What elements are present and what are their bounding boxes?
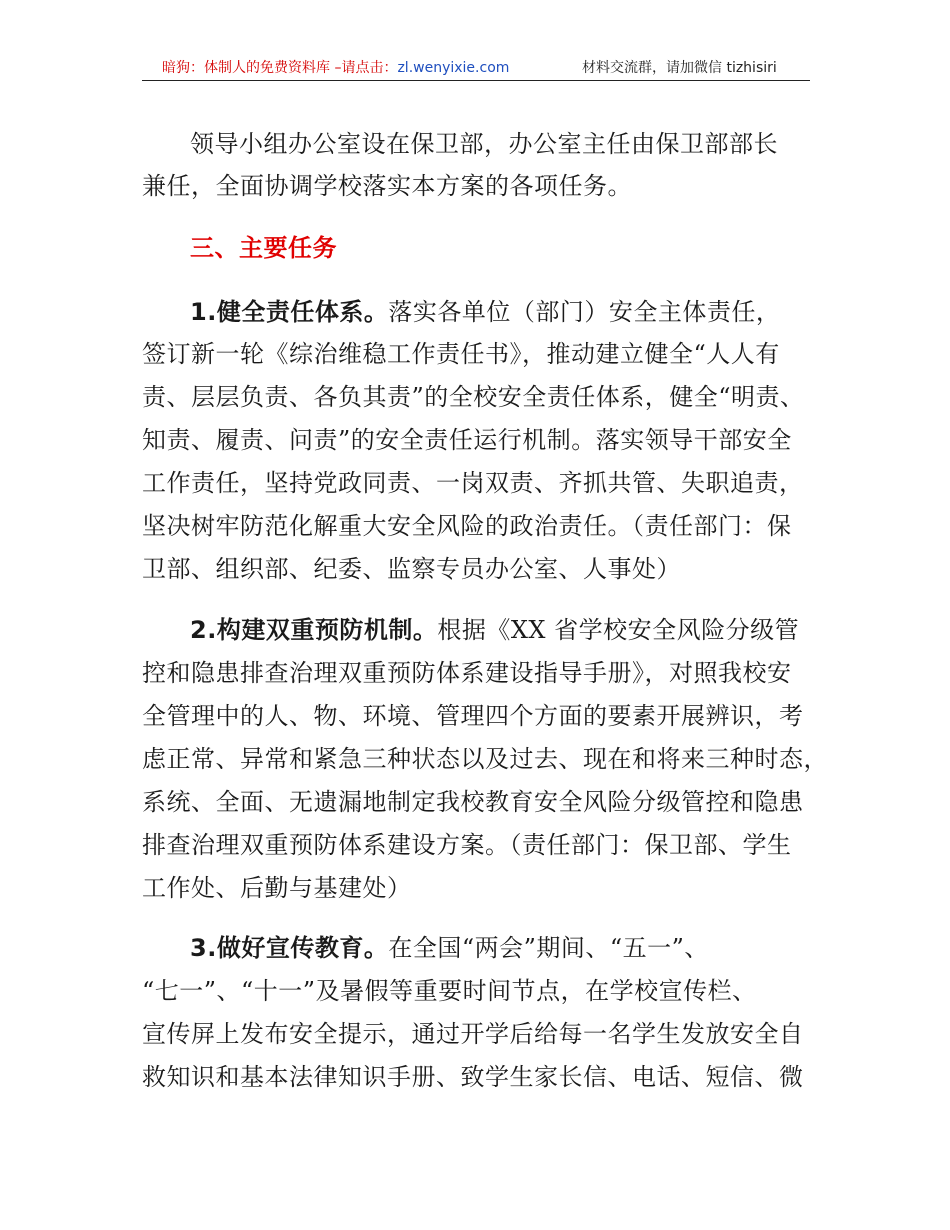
paragraph-line: 工作责任，坚持党政同责、一岗双责、齐抓共管、失职追责， xyxy=(142,469,804,497)
header-left-text: 暗狗：体制人的免费资料库 –请点击： xyxy=(162,60,398,76)
paragraph-line: 系统、全面、无遗漏地制定我校教育安全风险分级管控和隐患 xyxy=(142,788,804,816)
paragraph-line: 宣传屏上发布安全提示，通过开学后给每一名学生发放安全自 xyxy=(142,1020,804,1048)
paragraph-line: 控和隐患排查治理双重预防体系建设指导手册》，对照我校安 xyxy=(142,659,792,687)
paragraph-text: 在全国“两会”期间、“五一”、 xyxy=(388,934,709,962)
paragraph-line: 坚决树牢防范化解重大安全风险的政治责任。（责任部门：保 xyxy=(142,512,792,540)
paragraph-line: 领导小组办公室设在保卫部，办公室主任由保卫部部长 xyxy=(190,130,778,158)
item-title: 1.健全责任体系。 xyxy=(190,298,389,326)
header-left-note xyxy=(162,58,509,78)
header-url-link[interactable]: zl.wenyixie.com xyxy=(397,60,510,76)
paragraph-line: 签订新一轮《综治维稳工作责任书》，推动建立健全“人人有 xyxy=(142,340,780,368)
paragraph-line: 工作处、后勤与基建处） xyxy=(142,874,412,902)
item-title: 2.构建双重预防机制。 xyxy=(190,616,438,644)
paragraph-text: 根据《XX 省学校安全风险分级管 xyxy=(437,616,800,644)
paragraph-line: 责、层层负责、各负其责”的全校安全责任体系，健全“明责、 xyxy=(142,383,805,411)
paragraph-text: 落实各单位（部门）安全主体责任， xyxy=(388,298,781,326)
paragraph-line: 知责、履责、问责”的安全责任运行机制。落实领导干部安全 xyxy=(142,426,792,454)
paragraph-line: 排查治理双重预防体系建设方案。（责任部门：保卫部、学生 xyxy=(142,831,792,859)
section-heading: 三、主要任务 xyxy=(190,234,337,262)
paragraph-line: 兼任，全面协调学校落实本方案的各项任务。 xyxy=(142,172,632,200)
paragraph-line: “七一”、“十一”及暑假等重要时间节点，在学校宣传栏、 xyxy=(142,977,757,1005)
item-title: 3.做好宣传教育。 xyxy=(190,934,389,962)
paragraph-line: 虑正常、异常和紧急三种状态以及过去、现在和将来三种时态， xyxy=(142,745,828,773)
paragraph-line: 全管理中的人、物、环境、管理四个方面的要素开展辨识，考 xyxy=(142,702,804,730)
page-header xyxy=(142,58,810,81)
paragraph-line xyxy=(190,298,780,326)
paragraph-line xyxy=(190,934,709,962)
paragraph-line: 卫部、组织部、纪委、监察专员办公室、人事处） xyxy=(142,555,681,583)
paragraph-line: 救知识和基本法律知识手册、致学生家长信、电话、短信、微 xyxy=(142,1063,804,1091)
header-right-note: 材料交流群，请加微信 tizhisiri xyxy=(582,60,777,76)
paragraph-line xyxy=(190,616,799,644)
